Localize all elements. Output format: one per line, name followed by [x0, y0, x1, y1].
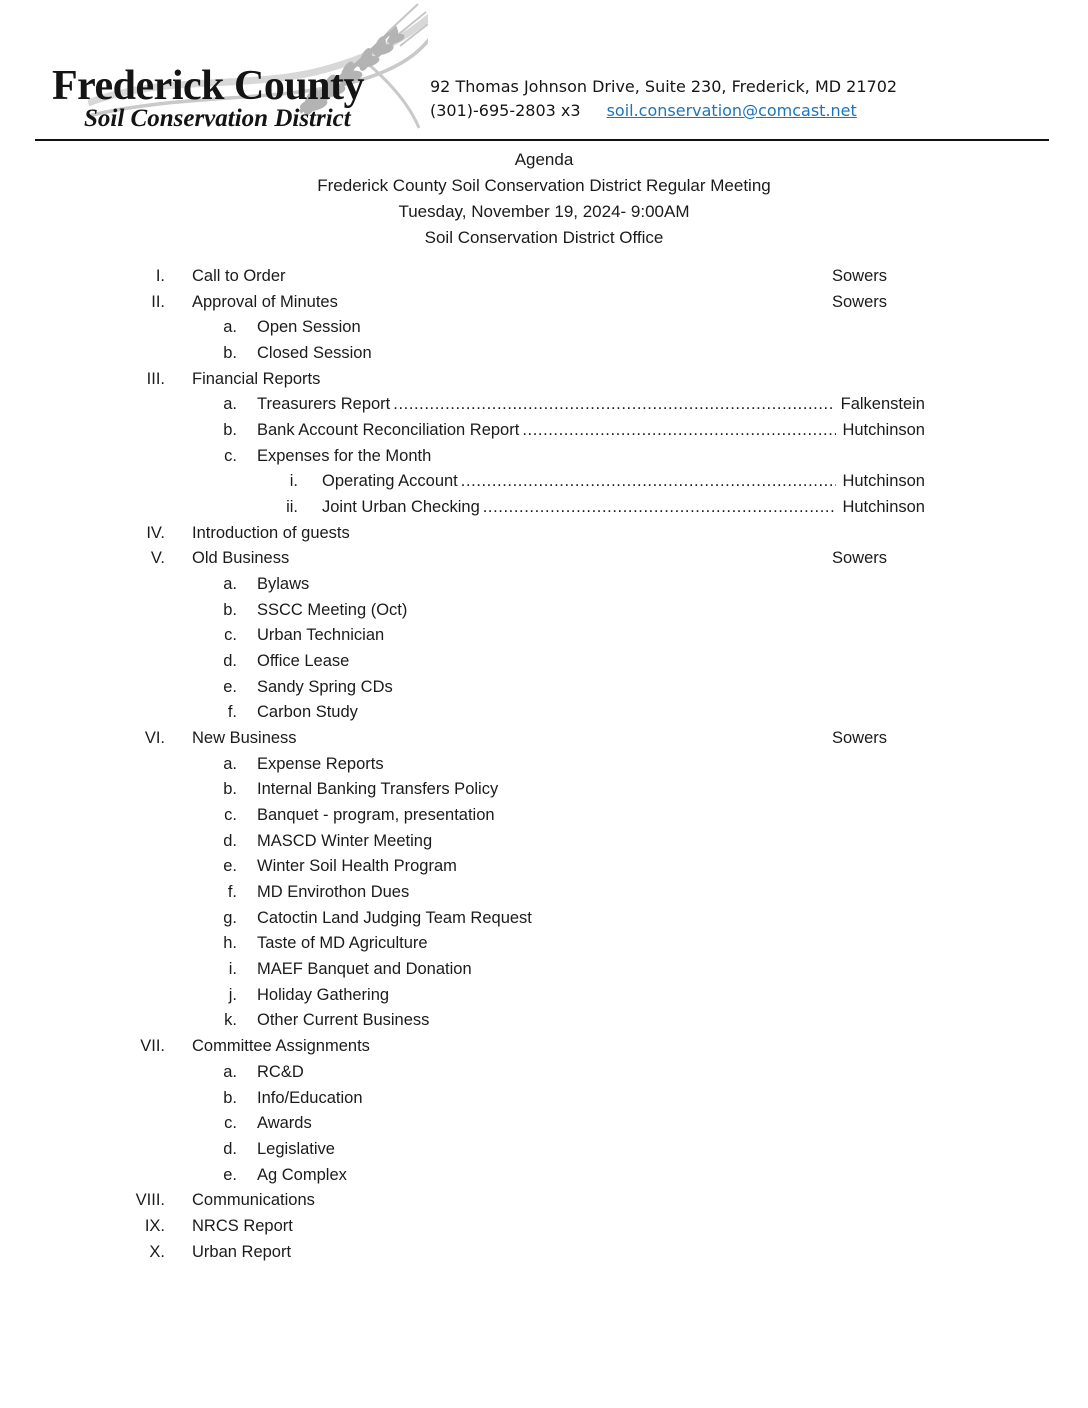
- item-text: Holiday Gathering: [257, 985, 390, 1004]
- item-text: Internal Banking Transfers Policy: [257, 780, 499, 799]
- item-number: X.: [149, 1242, 165, 1261]
- item-text: Bylaws: [257, 575, 310, 594]
- item-number: i.: [228, 960, 237, 979]
- agenda-item: [0, 957, 1088, 983]
- item-text: Bank Account Reconciliation Report: [257, 421, 520, 440]
- item-number: d.: [223, 1139, 237, 1158]
- item-number: a.: [223, 575, 237, 594]
- item-text: MAEF Banquet and Donation: [257, 960, 472, 979]
- agenda-item: [0, 649, 1088, 675]
- item-number: a.: [223, 395, 237, 414]
- agenda-item: [0, 521, 1088, 547]
- item-number: b.: [223, 421, 237, 440]
- item-text: Urban Report: [192, 1242, 292, 1261]
- item-number: b.: [223, 780, 237, 799]
- item-text: Taste of MD Agriculture: [257, 934, 428, 953]
- item-number: e.: [223, 857, 237, 876]
- item-number: d.: [223, 831, 237, 850]
- agenda-item: [0, 1163, 1088, 1189]
- agenda-item: [0, 264, 1088, 290]
- item-number: V.: [150, 549, 165, 568]
- agenda-item: [0, 1060, 1088, 1086]
- item-text: Open Session: [257, 318, 361, 337]
- presenter-name: Sowers: [832, 729, 888, 748]
- item-text: Communications: [192, 1191, 315, 1210]
- presenter-name: Sowers: [832, 292, 888, 311]
- item-number: e.: [223, 1165, 237, 1184]
- agenda-item: [0, 752, 1088, 778]
- item-text: MD Envirothon Dues: [257, 883, 410, 902]
- meeting-datetime: Tuesday, November 19, 2024- 9:00AM: [398, 202, 690, 221]
- agenda-item: [0, 906, 1088, 932]
- item-text: Other Current Business: [257, 1011, 430, 1030]
- item-number: II.: [151, 292, 165, 311]
- item-number: a.: [223, 318, 237, 337]
- presenter-name: Falkenstein: [840, 395, 925, 414]
- agenda-item: [0, 290, 1088, 316]
- item-text: New Business: [192, 729, 297, 748]
- item-number: j.: [228, 985, 237, 1004]
- item-text: NRCS Report: [192, 1216, 293, 1235]
- item-number: VII.: [140, 1037, 165, 1056]
- agenda-item: [0, 777, 1088, 803]
- agenda-item: [0, 829, 1088, 855]
- email-link[interactable]: soil.conservation@comcast.net: [606, 101, 857, 120]
- item-number: h.: [223, 934, 237, 953]
- presenter-name: Sowers: [832, 267, 888, 285]
- agenda-item: [0, 469, 1088, 495]
- contact-address: 92 Thomas Johnson Drive, Suite 230, Frederick, MD 21702: [430, 77, 898, 96]
- presenter-name: Hutchinson: [842, 421, 925, 440]
- item-number: c.: [224, 446, 237, 465]
- item-number: e.: [223, 677, 237, 696]
- agenda-item: [0, 854, 1088, 880]
- agenda-item: [0, 1034, 1088, 1060]
- item-text: Legislative: [257, 1139, 335, 1158]
- dot-leader: [461, 469, 837, 495]
- agenda-item: [0, 546, 1088, 572]
- item-number: d.: [223, 652, 237, 671]
- item-text: Old Business: [192, 549, 290, 568]
- item-text: Committee Assignments: [192, 1037, 370, 1056]
- agenda-item: [0, 315, 1088, 341]
- presenter-name: Hutchinson: [842, 498, 925, 517]
- agenda-item: [0, 1137, 1088, 1163]
- item-text: Approval of Minutes: [192, 292, 338, 311]
- dot-leader: [393, 392, 834, 418]
- item-text: Expense Reports: [257, 754, 384, 773]
- agenda-item: [0, 341, 1088, 367]
- agenda-item: [0, 931, 1088, 957]
- item-number: f.: [227, 883, 237, 902]
- contact-phone: (301)-695-2803 x3: [430, 101, 581, 120]
- item-text: Office Lease: [257, 652, 350, 671]
- item-text: Urban Technician: [257, 626, 385, 645]
- agenda-item: [0, 392, 1088, 418]
- dot-leader: [483, 495, 837, 521]
- agenda-item: [0, 495, 1088, 521]
- item-text: Banquet - program, presentation: [257, 806, 495, 825]
- item-text: Operating Account: [322, 472, 458, 491]
- agenda-item: [0, 572, 1088, 598]
- agenda-item: [0, 1086, 1088, 1112]
- item-number: b.: [223, 344, 237, 363]
- agenda-item: [0, 444, 1088, 470]
- item-number: a.: [223, 754, 237, 773]
- logo-title: Frederick County: [52, 63, 365, 109]
- item-number: c.: [224, 806, 237, 825]
- item-number: IX.: [144, 1216, 165, 1235]
- item-text: Info/Education: [257, 1088, 363, 1107]
- logo-subtitle: Soil Conservation District: [84, 105, 351, 132]
- agenda-item: [0, 598, 1088, 624]
- item-text: Awards: [257, 1114, 312, 1133]
- agenda-item: [0, 1214, 1088, 1240]
- agenda-item: [0, 418, 1088, 444]
- dot-leader: [522, 418, 836, 444]
- agenda-list: [0, 264, 1088, 1265]
- item-text: Sandy Spring CDs: [257, 677, 393, 696]
- agenda-item: [0, 367, 1088, 393]
- item-text: Ag Complex: [257, 1165, 347, 1184]
- agenda-item: [0, 675, 1088, 701]
- title-block: [0, 147, 1088, 251]
- item-text: Winter Soil Health Program: [257, 857, 457, 876]
- item-text: Carbon Study: [257, 703, 358, 722]
- item-number: k.: [224, 1011, 237, 1030]
- item-text: Financial Reports: [192, 369, 321, 388]
- item-number: i.: [289, 472, 298, 491]
- agenda-item: [0, 803, 1088, 829]
- item-number: I.: [155, 267, 165, 285]
- item-text: Call to Order: [192, 267, 286, 285]
- item-number: b.: [223, 600, 237, 619]
- agenda-item: [0, 983, 1088, 1009]
- contact-phone-row: [430, 101, 857, 120]
- meeting-location: Soil Conservation District Office: [424, 228, 664, 247]
- item-text: Treasurers Report: [257, 395, 391, 414]
- item-number: g.: [223, 908, 237, 927]
- item-text: Introduction of guests: [192, 523, 350, 542]
- agenda-item: [0, 1240, 1088, 1266]
- item-text: RC&D: [257, 1062, 304, 1081]
- item-number: ii.: [286, 498, 298, 517]
- doc-title: Agenda: [514, 150, 574, 169]
- agenda-item: [0, 700, 1088, 726]
- item-number: VIII.: [135, 1191, 165, 1210]
- item-number: VI.: [144, 729, 165, 748]
- presenter-name: Sowers: [832, 549, 888, 568]
- item-text: Catoctin Land Judging Team Request: [257, 908, 532, 927]
- agenda-item: [0, 880, 1088, 906]
- item-text: SSCC Meeting (Oct): [257, 600, 408, 619]
- presenter-name: Hutchinson: [842, 472, 925, 491]
- item-number: c.: [224, 1114, 237, 1133]
- item-number: b.: [223, 1088, 237, 1107]
- agenda-item: [0, 623, 1088, 649]
- item-number: a.: [223, 1062, 237, 1081]
- item-number: III.: [146, 369, 165, 388]
- item-text: Closed Session: [257, 344, 372, 363]
- agenda-item: [0, 726, 1088, 752]
- meeting-name: Frederick County Soil Conservation District Regular Meeting: [317, 176, 771, 195]
- item-text: Expenses for the Month: [257, 446, 432, 465]
- agenda-item: [0, 1111, 1088, 1137]
- item-text: MASCD Winter Meeting: [257, 831, 433, 850]
- item-number: IV.: [146, 523, 165, 542]
- agenda-item: [0, 1008, 1088, 1034]
- item-number: c.: [224, 626, 237, 645]
- header-divider: [35, 139, 1049, 141]
- item-text: Joint Urban Checking: [322, 498, 480, 517]
- agenda-item: [0, 1188, 1088, 1214]
- item-number: f.: [227, 703, 237, 722]
